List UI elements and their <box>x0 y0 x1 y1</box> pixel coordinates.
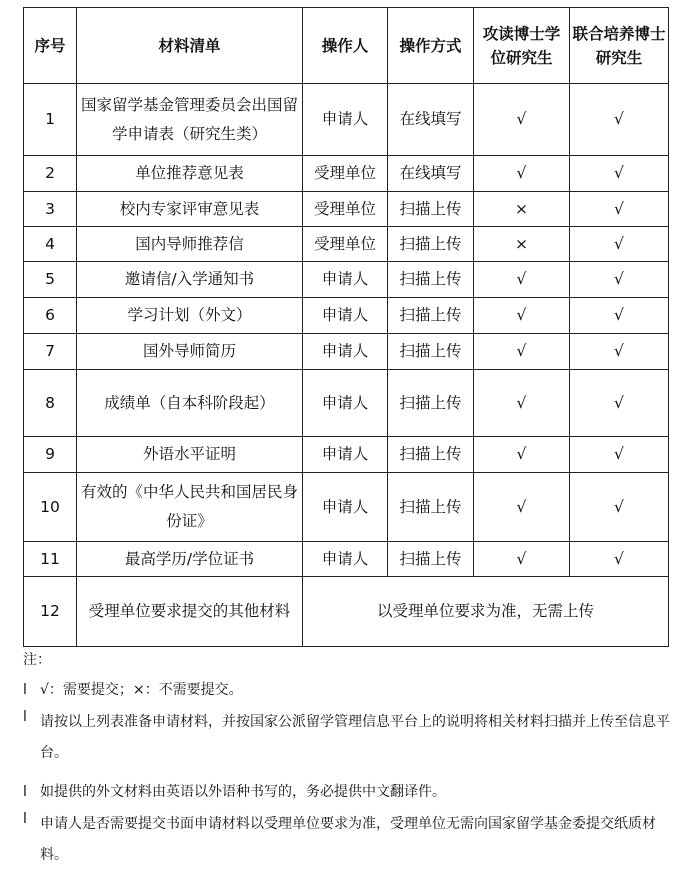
row-phd-mark: √ <box>474 334 570 370</box>
row-operator: 受理单位 <box>303 192 388 227</box>
row-operator: 申请人 <box>303 262 388 298</box>
table-row <box>24 156 669 192</box>
table-row <box>24 84 669 156</box>
table-row <box>24 262 669 298</box>
row-material: 最高学历/学位证书 <box>77 542 303 577</box>
row-no: 10 <box>24 473 77 542</box>
row-phd-mark: × <box>474 227 570 262</box>
row-no: 8 <box>24 370 77 437</box>
row-material: 学习计划（外文） <box>77 298 303 334</box>
table-row <box>24 370 669 437</box>
row-method: 在线填写 <box>388 84 474 156</box>
row-joint-mark: √ <box>570 227 669 262</box>
row-method: 扫描上传 <box>388 473 474 542</box>
table-row <box>24 542 669 577</box>
row-merged-note: 以受理单位要求为准，无需上传 <box>303 577 669 647</box>
materials-table <box>23 7 669 647</box>
table-row <box>24 298 669 334</box>
note-item <box>23 809 683 871</box>
row-operator: 申请人 <box>303 437 388 473</box>
table-row-other-materials <box>24 577 669 647</box>
notes-title: 注： <box>23 652 51 668</box>
row-operator: 受理单位 <box>303 227 388 262</box>
row-no: 3 <box>24 192 77 227</box>
header-no: 序号 <box>24 8 77 84</box>
header-joint: 联合培养博士研究生 <box>570 8 669 84</box>
table-header-row <box>24 8 669 84</box>
row-material: 国内导师推荐信 <box>77 227 303 262</box>
note-item <box>23 680 683 700</box>
row-method: 扫描上传 <box>388 370 474 437</box>
row-method: 扫描上传 <box>388 227 474 262</box>
row-phd-mark: × <box>474 192 570 227</box>
row-material: 单位推荐意见表 <box>77 156 303 192</box>
row-joint-mark: √ <box>570 84 669 156</box>
row-method: 扫描上传 <box>388 334 474 370</box>
header-phd: 攻读博士学位研究生 <box>474 8 570 84</box>
row-phd-mark: √ <box>474 262 570 298</box>
row-operator: 申请人 <box>303 370 388 437</box>
row-operator: 申请人 <box>303 84 388 156</box>
table-row <box>24 227 669 262</box>
row-phd-mark: √ <box>474 370 570 437</box>
header-material: 材料清单 <box>77 8 303 84</box>
bullet-icon: l <box>23 709 27 725</box>
row-material: 国外导师简历 <box>77 334 303 370</box>
row-operator: 申请人 <box>303 473 388 542</box>
row-phd-mark: √ <box>474 542 570 577</box>
notes-section <box>23 650 683 884</box>
note-text: 请按以上列表准备申请材料，并按国家公派留学管理信息平台上的说明将相关材料扫描并上传至信息平台。 <box>40 714 670 761</box>
row-no: 7 <box>24 334 77 370</box>
row-no: 2 <box>24 156 77 192</box>
header-operator: 操作人 <box>303 8 388 84</box>
row-operator: 申请人 <box>303 298 388 334</box>
row-joint-mark: √ <box>570 473 669 542</box>
row-method: 扫描上传 <box>388 298 474 334</box>
row-phd-mark: √ <box>474 156 570 192</box>
row-joint-mark: √ <box>570 298 669 334</box>
row-method: 扫描上传 <box>388 542 474 577</box>
row-material: 外语水平证明 <box>77 437 303 473</box>
note-item <box>23 707 683 769</box>
note-item <box>23 782 683 802</box>
row-material: 受理单位要求提交的其他材料 <box>77 577 303 647</box>
table-row <box>24 334 669 370</box>
row-method: 扫描上传 <box>388 192 474 227</box>
note-text: 如提供的外文材料由英语以外语种书写的，务必提供中文翻译件。 <box>40 784 446 800</box>
row-operator: 申请人 <box>303 542 388 577</box>
row-phd-mark: √ <box>474 298 570 334</box>
row-method: 扫描上传 <box>388 262 474 298</box>
row-no: 1 <box>24 84 77 156</box>
row-operator: 申请人 <box>303 334 388 370</box>
row-joint-mark: √ <box>570 370 669 437</box>
row-joint-mark: √ <box>570 262 669 298</box>
row-material: 成绩单（自本科阶段起） <box>77 370 303 437</box>
header-method: 操作方式 <box>388 8 474 84</box>
bullet-icon: l <box>23 682 27 698</box>
row-no: 5 <box>24 262 77 298</box>
row-method: 扫描上传 <box>388 437 474 473</box>
row-method: 在线填写 <box>388 156 474 192</box>
table-row <box>24 192 669 227</box>
row-material: 有效的《中华人民共和国居民身份证》 <box>77 473 303 542</box>
row-phd-mark: √ <box>474 84 570 156</box>
row-joint-mark: √ <box>570 192 669 227</box>
row-phd-mark: √ <box>474 437 570 473</box>
row-no: 6 <box>24 298 77 334</box>
row-operator: 受理单位 <box>303 156 388 192</box>
row-no: 11 <box>24 542 77 577</box>
row-material: 国家留学基金管理委员会出国留学申请表（研究生类） <box>77 84 303 156</box>
row-joint-mark: √ <box>570 156 669 192</box>
bullet-icon: l <box>23 784 27 800</box>
row-phd-mark: √ <box>474 473 570 542</box>
row-joint-mark: √ <box>570 542 669 577</box>
note-text: 申请人是否需要提交书面申请材料以受理单位要求为准，受理单位无需向国家留学基金委提交纸质材料。 <box>40 816 656 863</box>
bullet-icon: l <box>23 811 27 827</box>
row-no: 12 <box>24 577 77 647</box>
row-material: 校内专家评审意见表 <box>77 192 303 227</box>
row-joint-mark: √ <box>570 334 669 370</box>
row-material: 邀请信/入学通知书 <box>77 262 303 298</box>
table-row <box>24 473 669 542</box>
row-no: 4 <box>24 227 77 262</box>
row-no: 9 <box>24 437 77 473</box>
note-text: √：需要提交；×：不需要提交。 <box>40 682 243 698</box>
row-joint-mark: √ <box>570 437 669 473</box>
table-row <box>24 437 669 473</box>
